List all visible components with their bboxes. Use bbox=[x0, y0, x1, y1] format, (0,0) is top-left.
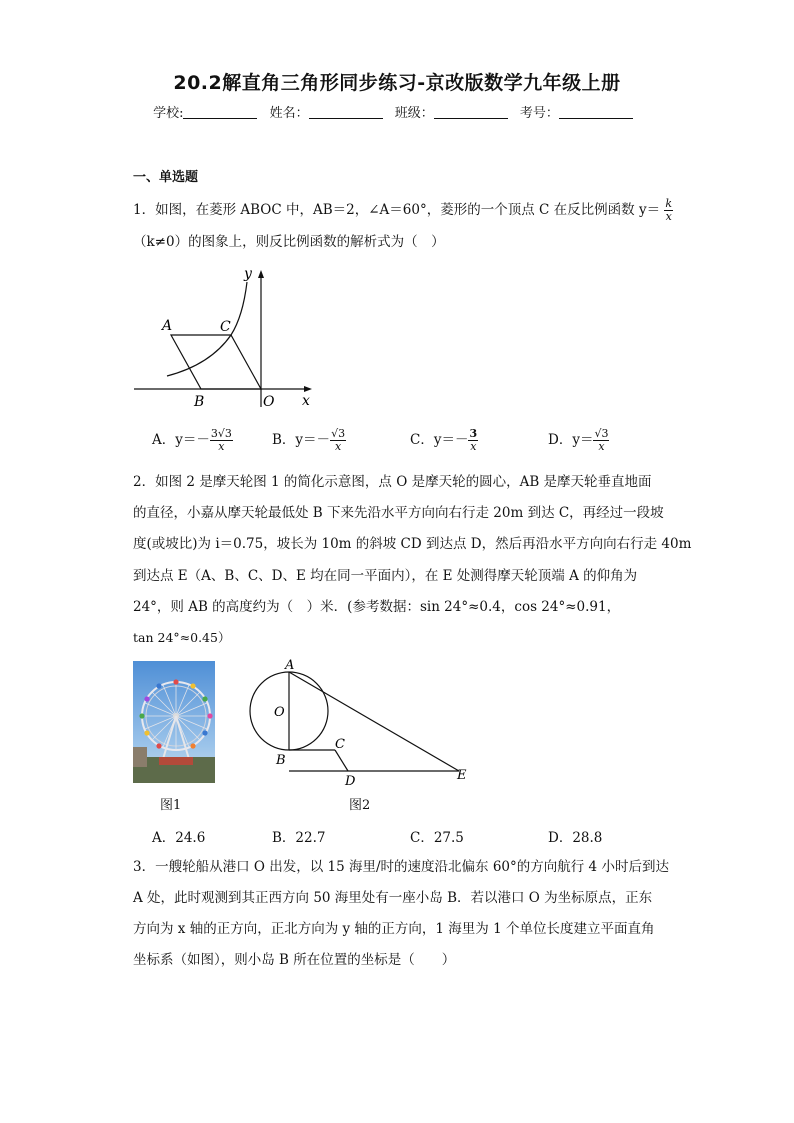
section-heading: 一、单选题 bbox=[133, 170, 199, 185]
q2-line4: 到达点 E（A、B、C、D、E 均在同一平面内），在 E 处测得摩天轮顶端 A 的仰角为 bbox=[133, 568, 638, 584]
q2-label-B: B bbox=[276, 753, 286, 768]
q2-line5: 24°，则 AB 的高度约为（ ）米．(参考数据：sin 24°≈0.4，cos 24°≈0.91， bbox=[133, 599, 621, 615]
q2-label-O: O bbox=[274, 705, 285, 720]
q2-line3: 度(或坡比)为 i＝0.75，坡长为 10m 的斜坡 CD 到达点 D，然后再沿水平方向向右行走 40m bbox=[133, 536, 692, 552]
q1-option-d-den: x bbox=[598, 440, 605, 453]
q1-option-d-frac bbox=[593, 428, 609, 453]
q1-option-a-num: 3√3 bbox=[210, 427, 232, 440]
name-label: 姓名： bbox=[269, 106, 309, 121]
q1-option-d-num: √3 bbox=[594, 427, 609, 440]
q3-line1: 3．一艘轮船从港口 O 出发，以 15 海里/时的速度沿北偏东 60°的方向航行 4 小时后到达 bbox=[133, 859, 669, 875]
page-title: 20.2解直角三角形同步练习-京改版数学九年级上册 bbox=[173, 72, 621, 94]
q1-option-a-frac bbox=[210, 428, 233, 453]
q2-line6: tan 24°≈0.45） bbox=[133, 630, 231, 645]
number-blank bbox=[559, 105, 633, 119]
q1-frac-num: k bbox=[665, 197, 673, 210]
q1-line2: （k≠0）的图象上，则反比例函数的解析式为（ ） bbox=[133, 234, 445, 250]
student-info-line bbox=[0, 102, 794, 121]
q1-label-C: C bbox=[220, 319, 231, 335]
q1-figure bbox=[130, 262, 330, 412]
photo-base bbox=[159, 757, 193, 765]
q2-label-A: A bbox=[285, 658, 295, 673]
q1-label-x: x bbox=[302, 393, 310, 409]
class-blank bbox=[434, 105, 508, 119]
photo-building bbox=[133, 747, 147, 767]
q2-slope-CD bbox=[335, 750, 348, 771]
q2-sightline-AE bbox=[289, 672, 459, 771]
q1-fraction bbox=[664, 198, 673, 223]
q1-option-b-den: x bbox=[334, 440, 342, 453]
q1-y-arrow bbox=[258, 270, 264, 278]
q1-option-b-label: B．y＝－ bbox=[272, 432, 331, 448]
q1-option-b-frac bbox=[330, 428, 346, 453]
fig1-caption: 图1 bbox=[160, 798, 182, 813]
q3-line4: 坐标系（如图），则小岛 B 所在位置的坐标是（ ） bbox=[133, 952, 456, 968]
q1-option-c-label: C．y＝－ bbox=[410, 432, 469, 448]
q1-option-c-frac bbox=[468, 428, 478, 453]
q1-label-B: B bbox=[194, 394, 205, 410]
school-blank bbox=[183, 105, 257, 119]
name-blank bbox=[309, 105, 383, 119]
q1-option-d-label: D．y＝ bbox=[548, 432, 594, 448]
q1-option-b-num: √3 bbox=[331, 427, 346, 440]
school-label: 学校: bbox=[153, 106, 184, 121]
q1-option-c[interactable] bbox=[410, 428, 478, 453]
q1-label-A: A bbox=[162, 318, 173, 334]
q2-option-d[interactable]: D．28.8 bbox=[548, 830, 603, 846]
q1-option-a-den: x bbox=[218, 440, 225, 453]
q1-label-y: y bbox=[244, 266, 252, 282]
q2-label-D: D bbox=[345, 774, 356, 786]
q1-text: 1．如图，在菱形 ABOC 中，AB＝2，∠A＝60°，菱形的一个顶点 C 在反比例函数 y＝ bbox=[133, 202, 661, 218]
q1-option-d[interactable] bbox=[548, 428, 609, 453]
q2-option-a[interactable]: A．24.6 bbox=[152, 830, 206, 846]
class-label: 班级： bbox=[394, 106, 434, 121]
q1-option-c-num: 3 bbox=[469, 427, 478, 440]
q3-line2: A 处，此时观测到其正西方向 50 海里处有一座小岛 B．若以港口 O 为坐标原点，正东 bbox=[133, 890, 653, 906]
fig2-caption: 图2 bbox=[349, 798, 371, 813]
q3-line3: 方向为 x 轴的正方向，正北方向为 y 轴的正方向，1 海里为 1 个单位长度建立平面直角 bbox=[133, 921, 655, 937]
number-label: 考号： bbox=[519, 106, 559, 121]
q1-option-c-den: x bbox=[470, 440, 477, 453]
q1-x-arrow bbox=[304, 386, 312, 392]
q1-option-a-label: A．y＝－ bbox=[152, 432, 210, 448]
q2-option-b[interactable]: B．22.7 bbox=[272, 830, 326, 846]
q2-line2: 的直径，小嘉从摩天轮最低处 B 下来先沿水平方向向右行走 20m 到达 C，再经过一段坡 bbox=[133, 505, 664, 521]
q2-line1: 2．如图 2 是摩天轮图 1 的简化示意图，点 O 是摩天轮的圆心，AB 是摩天轮垂直地面 bbox=[133, 474, 652, 490]
q1-option-a[interactable] bbox=[152, 428, 233, 453]
q1-frac-den: x bbox=[665, 210, 672, 223]
q2-option-c[interactable]: C．27.5 bbox=[410, 830, 464, 846]
q2-label-C: C bbox=[335, 737, 345, 752]
q1-label-O: O bbox=[263, 394, 275, 410]
q1-hyperbola bbox=[167, 282, 247, 376]
q2-label-E: E bbox=[457, 768, 467, 783]
q1-rhombus bbox=[171, 335, 261, 389]
q1-line1 bbox=[133, 198, 673, 223]
ferris-wheel-photo bbox=[133, 661, 215, 783]
q2-figure bbox=[245, 656, 475, 786]
q1-option-b[interactable] bbox=[272, 428, 346, 453]
